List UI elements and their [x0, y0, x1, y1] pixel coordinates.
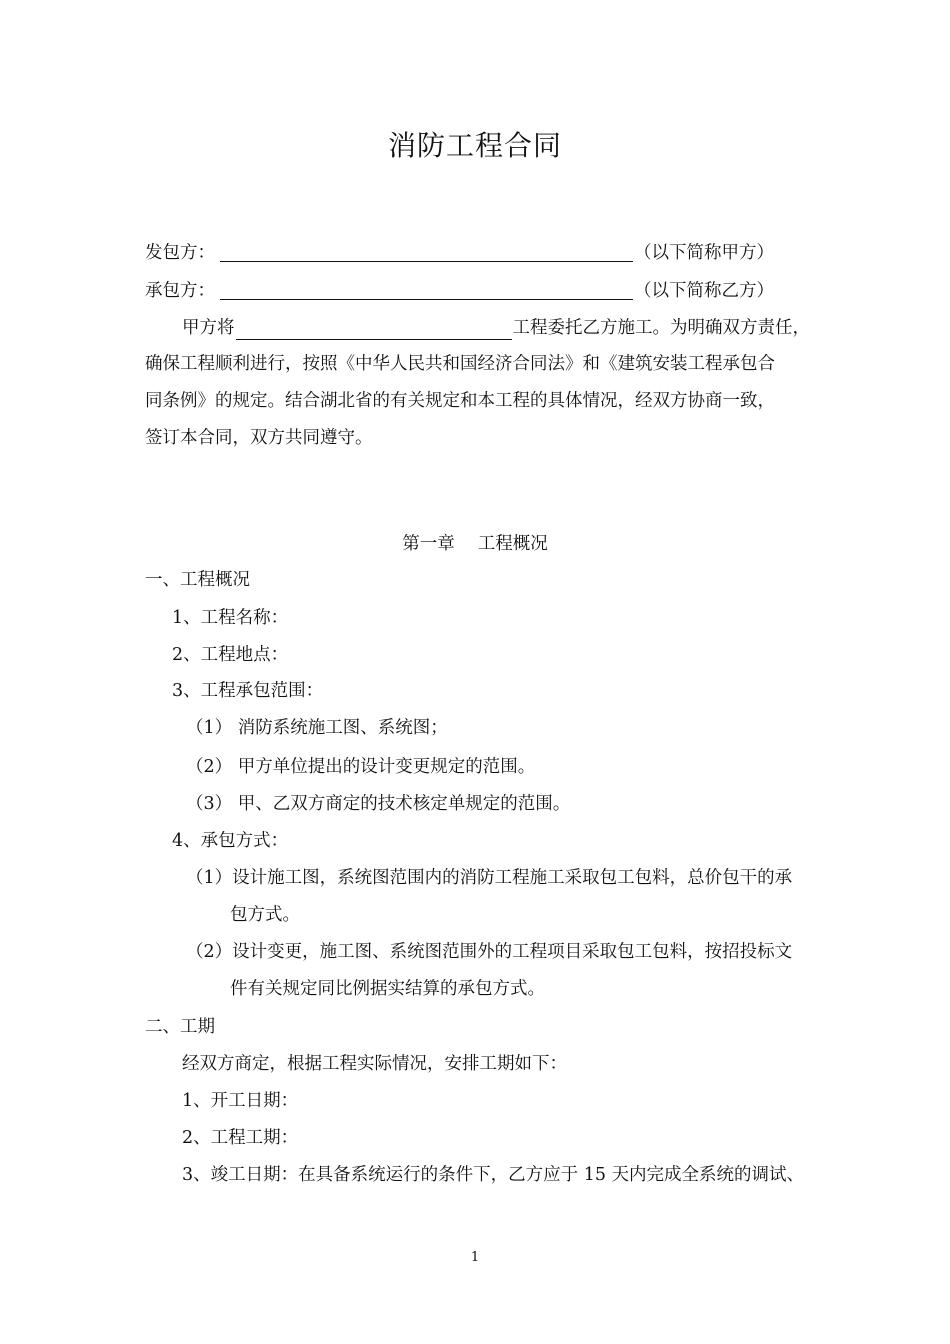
scope-item-1: （1） 消防系统施工图、系统图；	[186, 718, 448, 738]
item-contract-mode: 4、承包方式：	[172, 831, 289, 851]
section-heading-schedule: 二、工期	[145, 1017, 215, 1037]
section-heading-overview: 一、工程概况	[145, 570, 250, 590]
chapter-heading: 第一章 工程概况	[402, 534, 548, 554]
project-name-blank	[236, 319, 512, 340]
contract-title: 消防工程合同	[387, 129, 562, 162]
employer-line	[0, 241, 950, 267]
employer-suffix: （以下简称甲方）	[634, 243, 774, 263]
contractor-label: 承包方：	[145, 281, 215, 301]
contractor-line	[0, 279, 950, 305]
page-number: 1	[470, 1250, 480, 1265]
contractor-name-blank	[220, 279, 633, 300]
mode-2-line-2: 件有关规定同比例据实结算的承包方式。	[230, 979, 545, 999]
mode-2-line-1: （2）设计变更，施工图、系统图范围外的工程项目采取包工包料，按招投标文	[186, 942, 793, 962]
contractor-suffix: （以下简称乙方）	[634, 281, 774, 301]
item-project-location: 2、工程地点：	[172, 645, 289, 665]
item-start-date: 1、开工日期：	[182, 1091, 299, 1111]
item-duration: 2、工程工期：	[182, 1128, 299, 1148]
mode-1-line-1: （1）设计施工图，系统图范围内的消防工程施工采取包工包料，总价包干的承	[186, 868, 793, 888]
employer-label: 发包方：	[145, 243, 215, 263]
item-project-name: 1、工程名称：	[172, 608, 289, 628]
schedule-intro: 经双方商定，根据工程实际情况，安排工期如下：	[182, 1054, 567, 1074]
mode-1-line-2: 包方式。	[230, 905, 300, 925]
scope-item-2: （2） 甲方单位提出的设计变更规定的范围。	[186, 757, 536, 777]
item-contract-scope: 3、工程承包范围：	[172, 681, 324, 701]
intro-line-1	[182, 316, 810, 340]
intro-line-3: 同条例》的规定。结合湖北省的有关规定和本工程的具体情况，经双方协商一致，	[145, 391, 775, 411]
intro-line-4: 签订本合同，双方共同遵守。	[145, 428, 373, 448]
scope-item-3: （3） 甲、乙双方商定的技术核定单规定的范围。	[186, 794, 571, 814]
employer-name-blank	[220, 241, 633, 262]
intro-suffix: 工程委托乙方施工。为明确双方责任，	[512, 318, 810, 338]
intro-prefix: 甲方将	[182, 318, 235, 338]
item-completion-date: 3、竣工日期：在具备系统运行的条件下，乙方应于 15 天内完成全系统的调试、	[182, 1165, 805, 1185]
intro-line-2: 确保工程顺利进行，按照《中华人民共和国经济合同法》和《建筑安装工程承包合	[145, 354, 775, 374]
